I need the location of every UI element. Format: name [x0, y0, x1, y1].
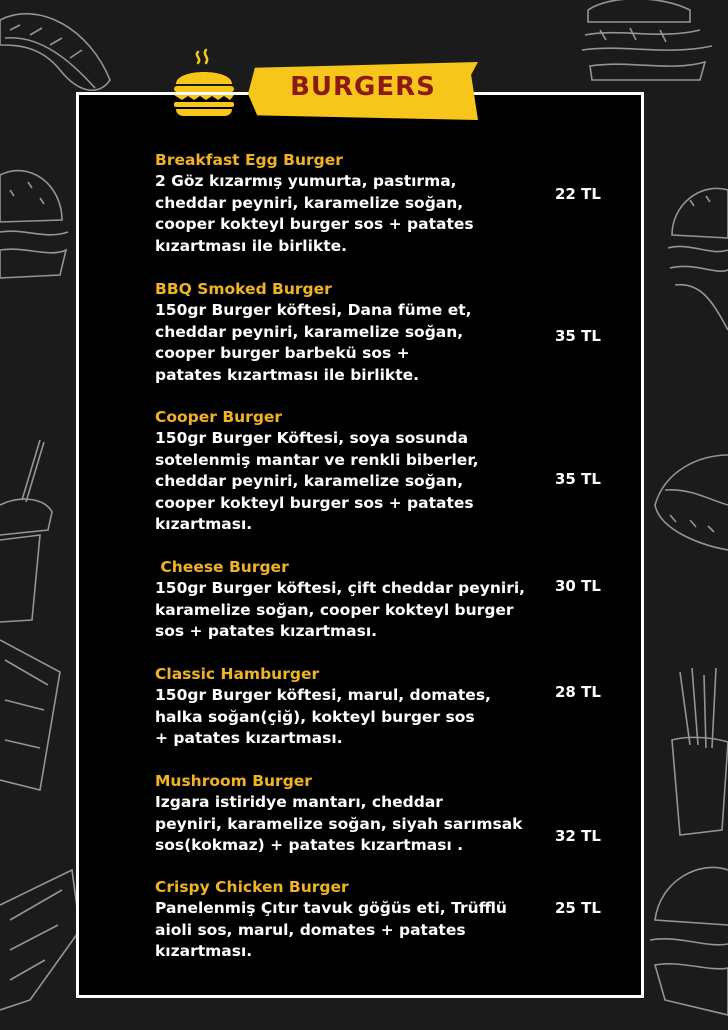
item-price: 22 TL — [555, 185, 601, 203]
item-name: Crispy Chicken Burger — [155, 878, 349, 896]
drink-cup-sketch-icon — [0, 440, 52, 622]
item-description: 150gr Burger köftesi, marul, domates, halka soğan(çiğ), kokteyl burger sos + patates kızartması. — [155, 686, 491, 747]
menu-item-mushroom-burger — [155, 771, 555, 857]
item-description: 2 Göz kızarmış yumurta, pastırma, cheddar peyniri, karamelize soğan, cooper kokteyl burger sos + patates kızartması ile birlikte. — [155, 172, 474, 255]
item-description: 150gr Burger köftesi, çift cheddar peyniri, karamelize soğan, cooper kokteyl burger sos + patates kızartması. — [155, 579, 526, 640]
left-burger-sketch-icon — [0, 171, 68, 278]
item-description: 150gr Burger köftesi, Dana füme et, cheddar peyniri, karamelize soğan, cooper burger barbekü sos + patates kızartması ile birlikte. — [155, 301, 472, 384]
menu-item-crispy-chicken-burger — [155, 877, 555, 963]
item-name: Classic Hamburger — [155, 665, 320, 683]
stacked-burger-sketch-icon — [582, 0, 712, 80]
item-price: 28 TL — [555, 683, 601, 701]
item-name: Mushroom Burger — [155, 772, 312, 790]
hotdog-sketch-icon — [0, 14, 110, 91]
menu-item-classic-hamburger — [155, 664, 555, 750]
fries-sketch-icon — [672, 668, 728, 835]
right-hotdog-sketch-icon — [655, 455, 728, 550]
menu-item-breakfast-egg-burger — [155, 150, 555, 257]
item-description: 150gr Burger Köftesi, soya sosunda sotelenmiş mantar ve renkli biberler, cheddar peyniri, karamelize soğan, cooper kokteyl burger sos + patates kızartması. — [155, 429, 479, 533]
item-price: 35 TL — [555, 470, 601, 488]
right-burger-sketch-icon — [668, 188, 728, 330]
item-price: 32 TL — [555, 827, 601, 845]
item-name: BBQ Smoked Burger — [155, 280, 332, 298]
menu-item-cheese-burger — [155, 557, 555, 643]
menu-item-bbq-smoked-burger — [155, 279, 555, 386]
item-name: Cooper Burger — [155, 408, 283, 426]
item-description: Izgara istiridye mantarı, cheddar peyniri, karamelize soğan, siyah sarımsak sos(kokmaz) + patates kızartması . — [155, 793, 523, 854]
menu-item-cooper-burger — [155, 407, 555, 536]
section-title: BURGERS — [290, 72, 436, 102]
burger-icon — [168, 48, 240, 118]
chicken-burger-sketch-icon — [650, 867, 728, 1015]
item-name: Cheese Burger — [155, 558, 289, 576]
item-description: Panelenmiş Çıtır tavuk göğüs eti, Trüfflü aioli sos, marul, domates + patates kızartması. — [155, 899, 507, 960]
item-price: 30 TL — [555, 577, 601, 595]
left-sandwich-sketch-icon — [0, 640, 60, 790]
item-price: 35 TL — [555, 327, 601, 345]
item-name: Breakfast Egg Burger — [155, 151, 343, 169]
bottom-sandwich-sketch-icon — [0, 870, 80, 1010]
item-price: 25 TL — [555, 899, 601, 917]
